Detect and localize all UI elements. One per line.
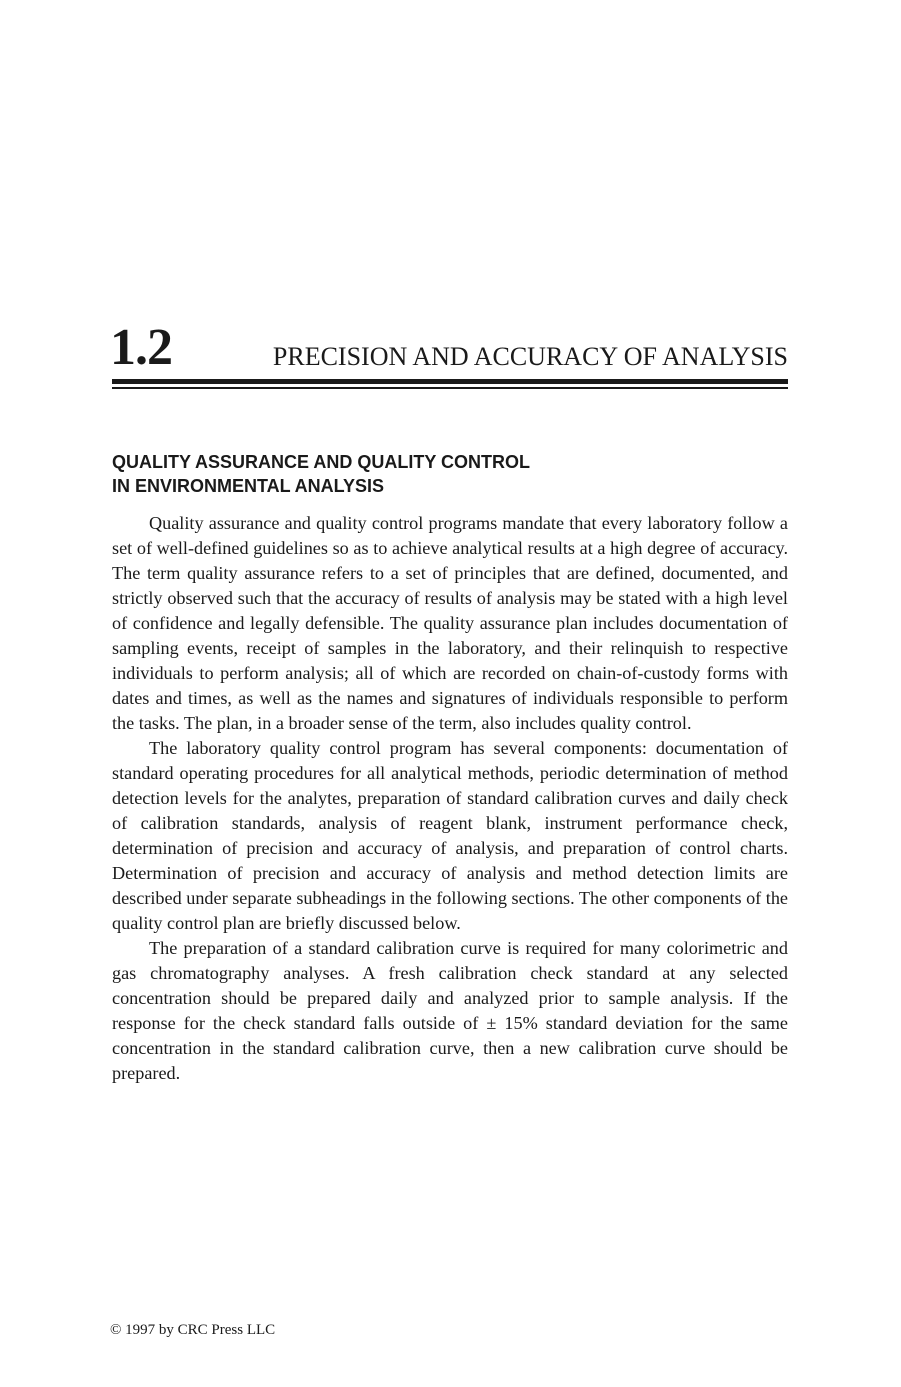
chapter-title: PRECISION AND ACCURACY OF ANALYSIS xyxy=(272,342,788,371)
paragraph-3: The preparation of a standard calibration curve is required for many colorimetric and gas chromatography analyses. A fresh calibration check standard at any selected concentration should be prepared daily and analyzed prior to sample analysis. If the response for the check standard falls outside of ± 15% standard deviation for the same concentration in the standard calibration curve, then a new calibration curve should be prepared. xyxy=(112,938,788,1083)
heading-rule-thin xyxy=(112,387,788,389)
section-heading-line-1: QUALITY ASSURANCE AND QUALITY CONTROL xyxy=(112,452,531,472)
chapter-heading xyxy=(110,319,788,376)
copyright-footer: © 1997 by CRC Press LLC xyxy=(110,1322,276,1338)
paragraph-1: Quality assurance and quality control programs mandate that every laboratory follow a set of well-defined guidelines so as to achieve analytical results at a high degree of accuracy. The term quality assurance refers to a set of principles that are defined, documented, and strictly observed such that the accuracy of results of analysis may be stated with a high level of confidence and legally defensible. The quality assurance plan includes documentation of sampling events, receipt of samples in the laboratory, and their relinquish to respective individuals to perform analysis; all of which are recorded on chain-of-custody forms with dates and times, as well as the names and signatures of individuals responsible to perform the tasks. The plan, in a broader sense of the term, also includes quality control. xyxy=(112,513,788,733)
body-text xyxy=(112,511,788,1086)
paragraph-2: The laboratory quality control program has several components: documentation of standard operating procedures for all analytical methods, periodic determination of method detection levels for the analytes, preparation of standard calibration curves and daily check of calibration standards, analysis of reagent blank, instrument performance check, determination of precision and accuracy of analysis, and preparation of control charts. Determination of precision and accuracy of analysis and method detection limits are described under separate subheadings in the following sections. The other components of the quality control plan are briefly discussed below. xyxy=(112,738,788,933)
section-heading xyxy=(112,450,788,498)
chapter-number: 1.2 xyxy=(110,319,172,376)
section-heading-line-2: IN ENVIRONMENTAL ANALYSIS xyxy=(112,476,385,496)
heading-rule-thick xyxy=(112,379,788,384)
